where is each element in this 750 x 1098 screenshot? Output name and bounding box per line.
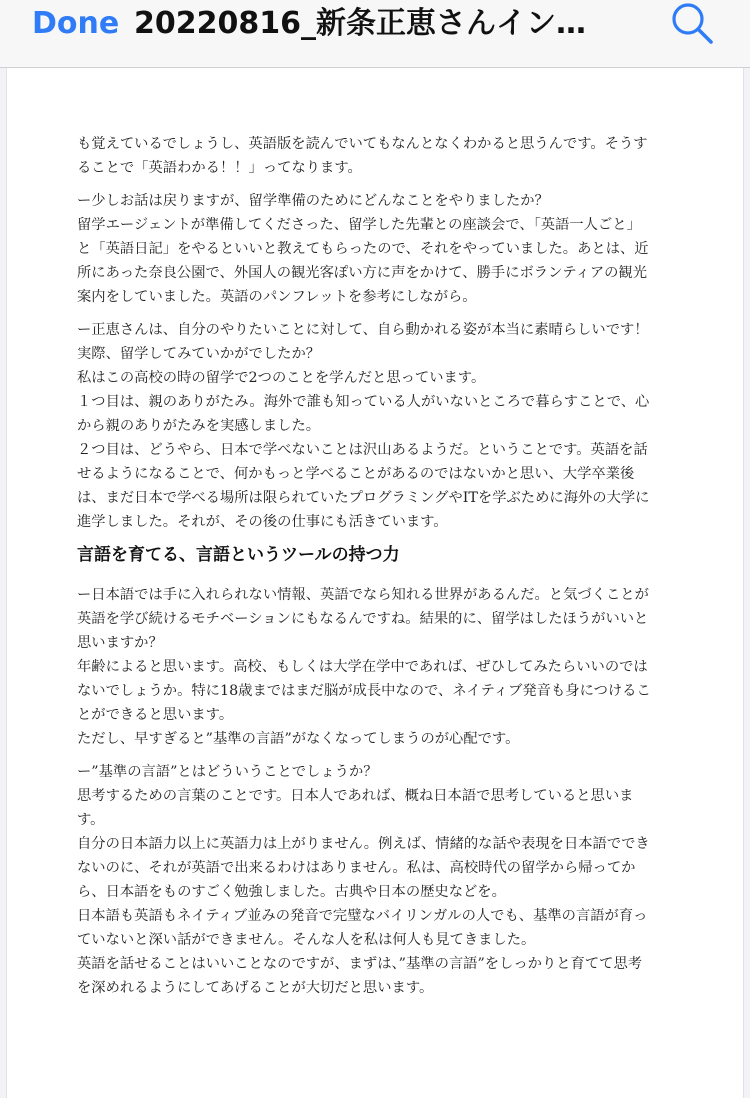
text-line: 進学しました。それが、その後の仕事にも活きています。 [77,514,448,530]
paragraph [77,760,681,1000]
text-line: ー正恵さんは、自分のやりたいことに対して、自ら動かれる姿が本当に素晴らしいです！ [77,322,649,338]
text-line: 英語を学び続けるモチベーションにもなるんですね。結果的に、留学はしたほうがいいと [77,611,649,627]
paragraph [77,583,681,751]
paragraph [77,132,681,180]
text-line: 日本語も英語もネイティブ並みの発音で完璧なバイリンガルの人でも、基準の言語が育っ [77,908,648,924]
document-page[interactable] [6,68,744,1098]
text-line: ら、日本語をものすごく勉強しました。古典や日本の歴史などを。 [77,884,506,900]
text-line: 案内をしていました。英語のパンフレットを参考にしながら。 [77,289,477,305]
navigation-bar [0,0,750,68]
text-line: 年齢によると思います。高校、もしくは大学在学中であれば、ぜひしてみたらいいのでは [77,659,648,675]
text-line: ただし、早すぎると”基準の言語”がなくなってしまうのが心配です。 [77,731,520,747]
text-line: 思考するための言葉のことです。日本人であれば、概ね日本語で思考していると思いま [77,788,634,804]
text-line: 自分の日本語力以上に英語力は上がりません。例えば、情緒的な話や表現を日本語ででき [77,836,650,852]
text-line: ないのに、それが英語で出来るわけはありません。私は、高校時代の留学から帰ってか [77,860,636,876]
text-line: 実際、留学してみていかがでしたか？ [77,346,321,362]
text-line: す。 [77,812,105,828]
paragraph [77,189,681,309]
text-line: 思いますか？ [77,635,163,651]
text-line: １つ目は、親のありがたみ。海外で誰も知っている人がいないところで暮らすことで、心 [77,394,650,410]
document-body [77,132,681,1009]
text-line: から親のありがたみを実感しました。 [77,418,321,434]
text-line: ２つ目は、どうやら、日本で学べないことは沢山あるようだ。ということです。英語を話 [77,442,648,458]
text-line: ていないと深い話ができません。そんな人を私は何人も見てきました。 [77,932,536,948]
text-line: 留学エージェントが準備してくださった、留学した先輩との座談会で、「英語一人ごと」 [77,217,641,233]
search-icon [666,0,718,48]
text-line: は、まだ日本で学べる場所は限られていたプログラミングやITを学ぶために海外の大学に [77,490,650,506]
text-line: ないでしょうか。特に18歳まではまだ脳が成長中なので、ネイティブ発音も身につけるこ [77,683,651,699]
text-line: 私はこの高校の時の留学で2つのことを学んだと思っています。 [77,370,486,386]
text-line: も覚えているでしょうし、英語版を読んでいてもなんとなくわかると思うんです。そうす [77,136,648,152]
text-line: せるようになることで、何かもっと学べることがあるのではないかと思い、大学卒業後 [77,466,635,482]
text-line: ー”基準の言語”とはどういうことでしょうか？ [77,764,378,780]
text-line: ー日本語では手に入れられない情報、英語でなら知れる世界があるんだ。と気づくことが [77,587,649,603]
text-line: と「英語日記」をやるといいと教えてもらったので、それをやっていました。あとは、近 [77,241,649,257]
text-line: ることで「英語わかる！！」ってなります。 [77,160,362,176]
text-line: 英語を話せることはいいことなのですが、まずは、”基準の言語”をしっかりと育てて思考 [77,956,643,972]
section-heading: 言語を育てる、言語というツールの持つ力 [77,545,400,565]
text-line: とができると思います。 [77,707,234,723]
done-button[interactable]: Done [32,6,120,41]
text-line: 所にあった奈良公園で、外国人の観光客ぽい方に声をかけて、勝手にボランティアの観光 [77,265,648,281]
search-button[interactable] [666,0,718,48]
text-line: を深めれるようにしてあげることが大切だと思います。 [77,980,434,996]
paragraph [77,318,681,534]
text-line: ー少しお話は戻りますが、留学準備のためにどんなことをやりましたか？ [77,193,549,209]
document-title: 20220816_新条正恵さんイン… [134,6,586,41]
